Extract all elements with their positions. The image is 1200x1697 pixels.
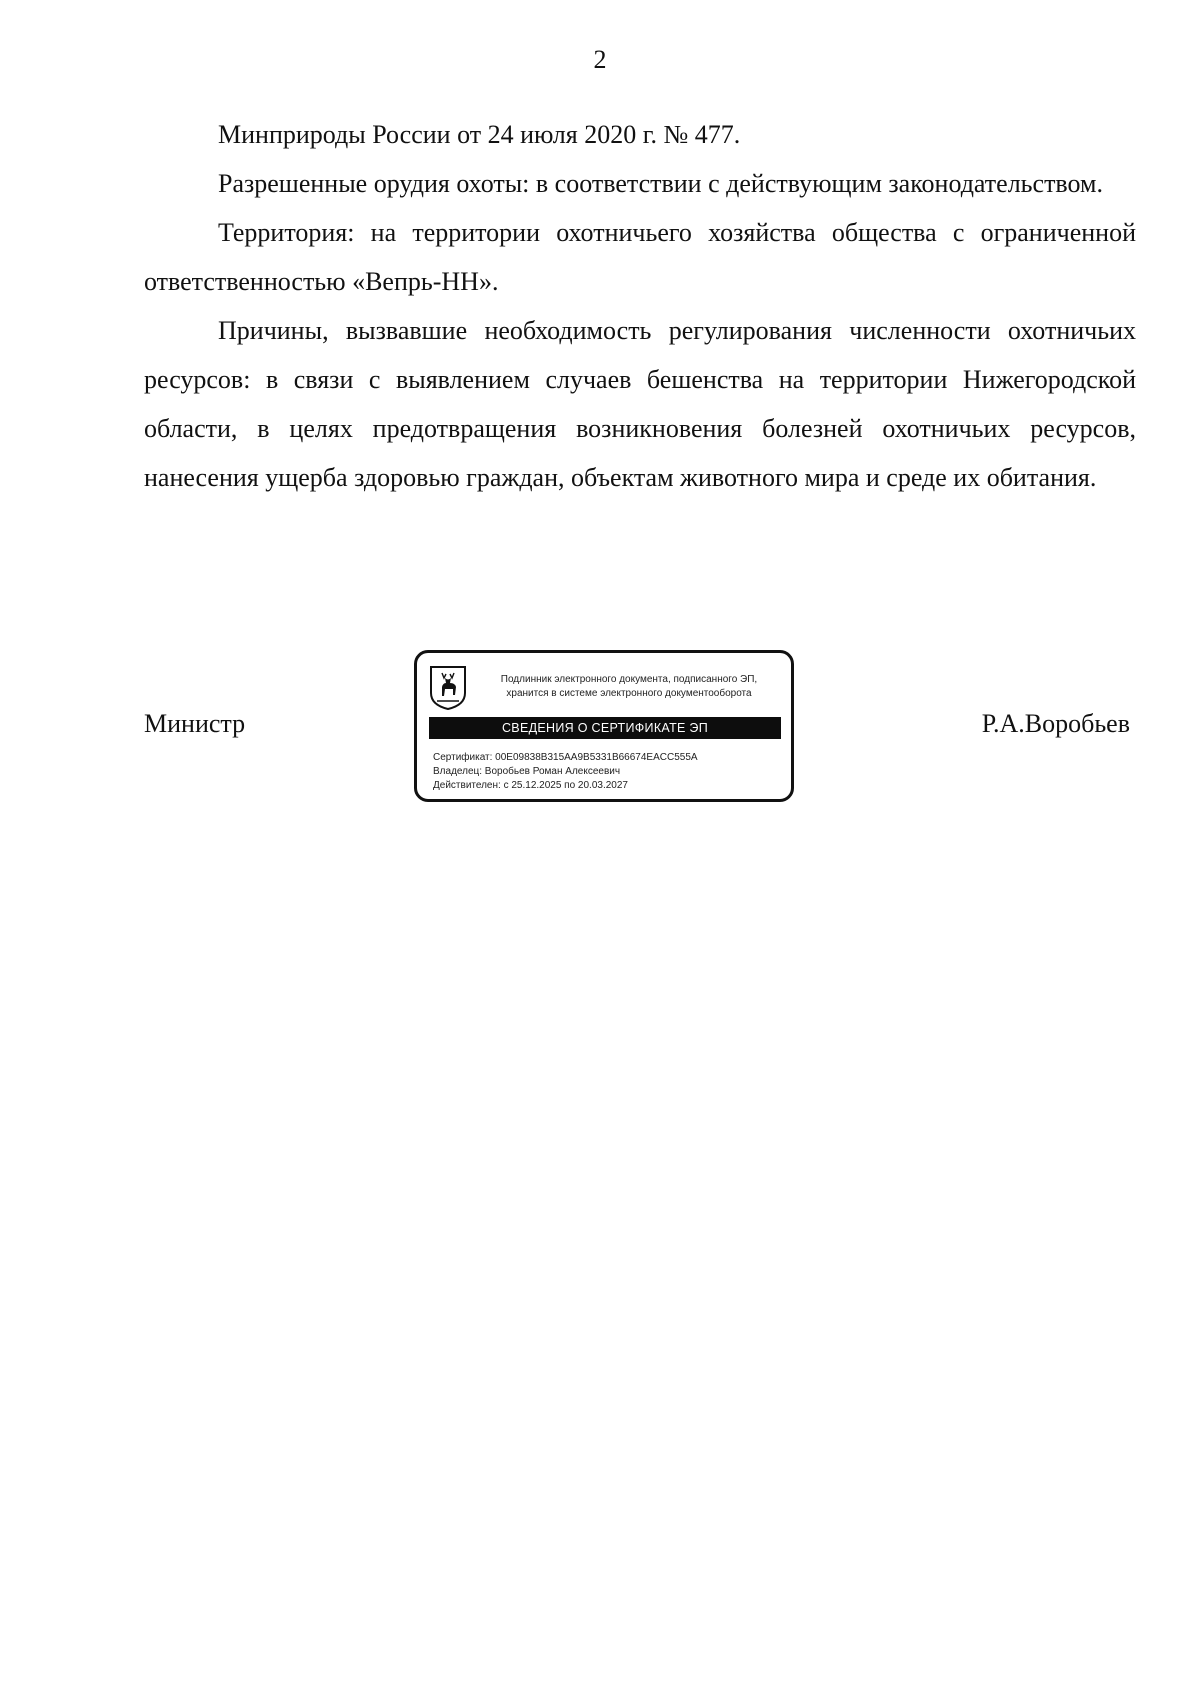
signature-block <box>144 650 1136 810</box>
stamp-note <box>479 673 779 701</box>
document-body <box>144 110 1136 502</box>
deer-coat-of-arms-icon <box>429 665 467 711</box>
paragraph-reasons: Причины, вызвавшие необходимость регулирования численности охотничьих ресурсов: в связи с выявлением случаев бешенства на территории Нижегородской области, в целях предотвращения возникновения болезней охотничьих ресурсов, нанесения ущерба здоровью граждан, объектам животного мира и среде их обитания. <box>144 316 1136 492</box>
certificate-number: Сертификат: 00E09838B315AA9B5331B66674EACC555A <box>433 752 698 763</box>
paragraph-hunting-tools: Разрешенные орудия охоты: в соответствии с действующим законодательством. <box>218 169 1103 198</box>
paragraph-territory: Территория: на территории охотничьего хозяйства общества с ограниченной ответственностью «Вепрь-НН». <box>144 218 1136 296</box>
electronic-signature-stamp <box>414 650 794 802</box>
signatory-name: Р.А.Воробьев <box>981 709 1130 738</box>
stamp-note-line: хранится в системе электронного документооборота <box>506 688 752 699</box>
stamp-details <box>433 751 783 793</box>
signatory-position: Министр <box>144 709 246 738</box>
stamp-header: СВЕДЕНИЯ О СЕРТИФИКАТЕ ЭП <box>429 717 781 739</box>
certificate-owner: Владелец: Воробьев Роман Алексеевич <box>433 766 621 777</box>
stamp-note-line: Подлинник электронного документа, подписанного ЭП, <box>500 674 758 685</box>
paragraph-continuation: Минприроды России от 24 июля 2020 г. № 477. <box>218 120 741 149</box>
page-number: 2 <box>593 45 607 74</box>
certificate-validity: Действителен: с 25.12.2025 по 20.03.2027 <box>433 780 628 791</box>
